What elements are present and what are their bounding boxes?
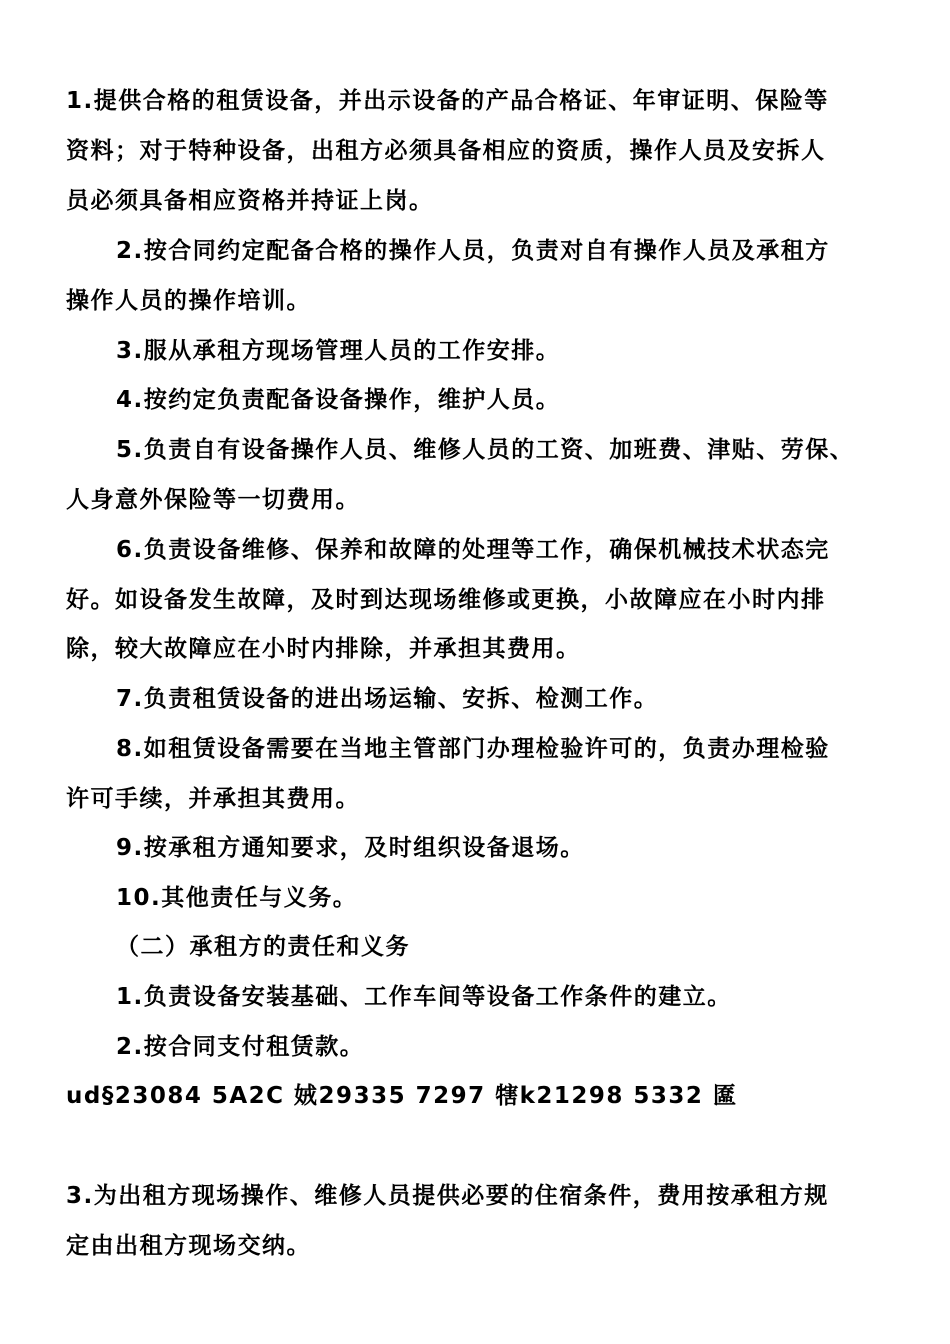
paragraph-line-12: 除，较大故障应在小时内排除，并承担其费用。 [66, 636, 581, 662]
paragraph-line-8: 5.负责自有设备操作人员、维修人员的工资、加班费、津贴、劳保、 [116, 437, 855, 463]
paragraph-line-22: 3.为出租方现场操作、维修人员提供必要的住宿条件，费用按承租方规 [66, 1183, 829, 1209]
paragraph-line-2: 资料；对于特种设备，出租方必须具备相应的资质，操作人员及安拆人 [66, 138, 826, 164]
paragraph-line-15: 许可手续，并承担其费用。 [66, 786, 360, 812]
paragraph-line-23: 定由出租方现场交纳。 [66, 1233, 311, 1259]
section-heading: （二）承租方的责任和义务 [116, 934, 410, 960]
paragraph-line-1: 1.提供合格的租赁设备，并出示设备的产品合格证、年审证明、保险等 [66, 88, 829, 114]
paragraph-line-4: 2.按合同约定配备合格的操作人员，负责对自有操作人员及承租方 [116, 238, 830, 264]
paragraph-line-16: 9.按承租方通知要求，及时组织设备退场。 [116, 835, 585, 861]
paragraph-line-9: 人身意外保险等一切费用。 [66, 487, 360, 513]
garbled-text-line: ud§23084 5A2C 娀29335 7297 犗k21298 5332 匲 [66, 1083, 738, 1109]
paragraph-line-20: 2.按合同支付租赁款。 [116, 1034, 365, 1060]
paragraph-line-19: 1.负责设备安装基础、工作车间等设备工作条件的建立。 [116, 984, 732, 1010]
paragraph-line-6: 3.服从承租方现场管理人员的工作安排。 [116, 338, 561, 364]
paragraph-line-11: 好。如设备发生故障，及时到达现场维修或更换，小故障应在小时内排 [66, 587, 826, 613]
paragraph-line-3: 员必须具备相应资格并持证上岗。 [66, 188, 434, 214]
paragraph-line-5: 操作人员的操作培训。 [66, 288, 311, 314]
paragraph-line-17: 10.其他责任与义务。 [116, 885, 358, 911]
paragraph-line-7: 4.按约定负责配备设备操作，维护人员。 [116, 387, 561, 413]
paragraph-line-10: 6.负责设备维修、保养和故障的处理等工作，确保机械技术状态完 [116, 537, 830, 563]
paragraph-line-14: 8.如租赁设备需要在当地主管部门办理检验许可的，负责办理检验 [116, 736, 830, 762]
paragraph-line-13: 7.负责租赁设备的进出场运输、安拆、检测工作。 [116, 686, 659, 712]
